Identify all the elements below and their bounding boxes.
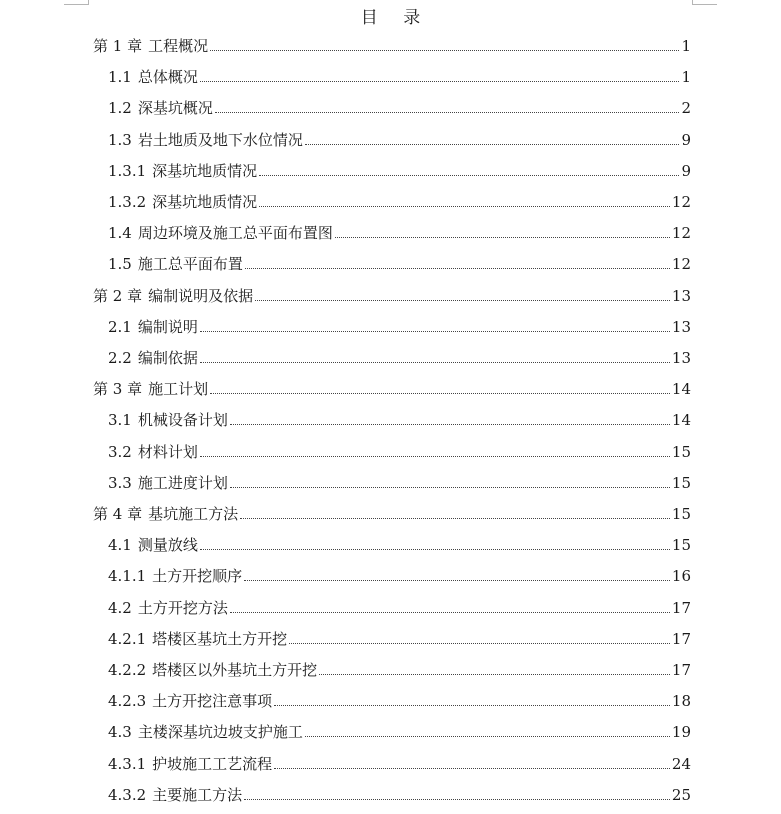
toc-entry-page-number: 16 xyxy=(671,567,691,586)
toc-dot-leader xyxy=(244,580,670,581)
toc-entry[interactable] xyxy=(93,32,691,56)
toc-entry[interactable] xyxy=(108,406,691,430)
toc-entry-number: 3.2 xyxy=(108,442,132,461)
toc-entry-title: 编制依据 xyxy=(137,349,198,367)
toc-entry-page-number: 14 xyxy=(671,411,691,430)
toc-dot-leader xyxy=(230,487,670,488)
toc-entry-title: 岩土地质及地下水位情况 xyxy=(137,130,303,149)
toc-entry-title: 周边环境及施工总平面布置图 xyxy=(137,224,333,243)
toc-entry[interactable] xyxy=(108,469,691,493)
toc-dot-leader xyxy=(210,50,679,51)
crop-mark-top-left xyxy=(64,0,89,5)
toc-dot-leader xyxy=(274,705,670,706)
toc-entry-title: 土方开挖注意事项 xyxy=(152,692,273,711)
toc-entry-page-number: 9 xyxy=(681,161,691,180)
toc-entry-number: 4.2.2 xyxy=(108,661,147,679)
toc-entry[interactable] xyxy=(108,625,691,649)
toc-entry-page-number: 2 xyxy=(681,99,691,118)
toc-entry[interactable] xyxy=(108,250,691,274)
toc-entry-number: 第 3 章 xyxy=(93,380,143,399)
toc-entry-number: 3.3 xyxy=(108,473,132,492)
toc-entry-page-number: 15 xyxy=(671,505,691,523)
toc-entry-page-number: 15 xyxy=(671,536,691,555)
toc-entry-page-number: 12 xyxy=(671,193,691,211)
toc-entry-title: 施工进度计划 xyxy=(137,473,228,492)
toc-entry-page-number: 17 xyxy=(671,598,691,617)
toc-entry-title: 编制说明及依据 xyxy=(148,286,254,305)
toc-entry[interactable] xyxy=(108,94,691,118)
toc-entry-number: 1.5 xyxy=(108,255,132,274)
toc-entry-number: 第 4 章 xyxy=(93,505,143,523)
toc-entry-number: 2.1 xyxy=(108,317,132,336)
toc-entry-number: 1.3.1 xyxy=(108,161,147,180)
toc-entry-title: 主楼深基坑边坡支护施工 xyxy=(137,723,303,742)
toc-entry[interactable] xyxy=(108,188,691,212)
toc-entry-number: 4.1.1 xyxy=(108,567,147,586)
toc-entry-page-number: 1 xyxy=(681,68,691,87)
toc-dot-leader xyxy=(244,799,670,800)
toc-entry-number: 2.2 xyxy=(108,349,132,367)
toc-entry-page-number: 12 xyxy=(671,224,691,243)
toc-dot-leader xyxy=(230,612,670,613)
toc-dot-leader xyxy=(319,674,670,675)
toc-entry-number: 4.3 xyxy=(108,723,132,742)
toc-dot-leader xyxy=(289,643,670,644)
toc-dot-leader xyxy=(200,456,670,457)
toc-entry[interactable] xyxy=(108,594,691,618)
toc-dot-leader xyxy=(200,81,680,82)
toc-dot-leader xyxy=(200,331,670,332)
toc-entry[interactable] xyxy=(108,781,691,805)
toc-entry[interactable] xyxy=(108,157,691,181)
toc-dot-leader xyxy=(215,112,680,113)
toc-entry-number: 1.3.2 xyxy=(108,193,147,211)
toc-entry-number: 4.2.1 xyxy=(108,629,147,648)
toc-entry-title: 土方开挖方法 xyxy=(137,598,228,617)
toc-dot-leader xyxy=(210,393,670,394)
toc-dot-leader xyxy=(230,424,670,425)
toc-entry-title: 总体概况 xyxy=(137,68,198,87)
toc-entry-page-number: 15 xyxy=(671,442,691,461)
toc-entry-title: 塔楼区基坑土方开挖 xyxy=(152,629,288,648)
toc-entry[interactable] xyxy=(108,562,691,586)
toc-entry-page-number: 15 xyxy=(671,473,691,492)
toc-entry-title: 主要施工方法 xyxy=(152,785,243,804)
toc-entry[interactable] xyxy=(93,375,691,399)
toc-entry-page-number: 14 xyxy=(671,380,691,399)
toc-dot-leader xyxy=(245,268,670,269)
toc-entry-number: 1.2 xyxy=(108,99,132,118)
toc-entry-title: 机械设备计划 xyxy=(137,411,228,430)
toc-entry-number: 第 1 章 xyxy=(93,37,143,55)
toc-dot-leader xyxy=(274,768,670,769)
toc-entry-page-number: 13 xyxy=(671,349,691,367)
crop-mark-top-right xyxy=(692,0,717,5)
toc-entry-title: 塔楼区以外基坑土方开挖 xyxy=(152,661,318,679)
toc-entry-title: 护坡施工工艺流程 xyxy=(152,754,273,773)
toc-entry-number: 1.3 xyxy=(108,130,132,149)
toc-dot-leader xyxy=(335,237,670,238)
toc-entry[interactable] xyxy=(108,656,691,680)
toc-dot-leader xyxy=(200,362,670,363)
toc-entry-title: 深基坑地质情况 xyxy=(152,161,258,180)
toc-entry-title: 深基坑概况 xyxy=(137,99,213,118)
toc-entry-page-number: 25 xyxy=(671,785,691,804)
toc-entry-title: 施工计划 xyxy=(148,380,209,399)
toc-entry-title: 工程概况 xyxy=(148,37,209,55)
toc-entry-number: 4.2.3 xyxy=(108,692,147,711)
toc-entry-title: 材料计划 xyxy=(137,442,198,461)
toc-entry[interactable] xyxy=(93,282,691,306)
toc-entry-title: 编制说明 xyxy=(137,317,198,336)
toc-entry-title: 土方开挖顺序 xyxy=(152,567,243,586)
toc-entry-number: 4.2 xyxy=(108,598,132,617)
toc-entry[interactable] xyxy=(108,750,691,774)
toc-entry-page-number: 12 xyxy=(671,255,691,274)
toc-entry-number: 4.3.2 xyxy=(108,785,147,804)
toc-entry-number: 4.3.1 xyxy=(108,754,147,773)
toc-entry-page-number: 18 xyxy=(671,692,691,711)
toc-entry-title: 测量放线 xyxy=(137,536,198,555)
toc-entry-number: 3.1 xyxy=(108,411,132,430)
toc-dot-leader xyxy=(259,206,670,207)
toc-entry[interactable] xyxy=(108,687,691,711)
toc-entry-number: 4.1 xyxy=(108,536,132,555)
toc-entry-page-number: 13 xyxy=(671,286,691,305)
toc-entry-page-number: 13 xyxy=(671,317,691,336)
toc-entry-page-number: 1 xyxy=(681,37,691,55)
toc-entry-number: 1.4 xyxy=(108,224,132,243)
toc-entry[interactable] xyxy=(108,718,691,742)
toc-entry-page-number: 19 xyxy=(671,723,691,742)
toc-dot-leader xyxy=(305,736,670,737)
toc-entry[interactable] xyxy=(108,531,691,555)
toc-dot-leader xyxy=(259,175,679,176)
toc-entry-title: 深基坑地质情况 xyxy=(152,193,258,211)
toc-entry[interactable] xyxy=(108,126,691,150)
toc-entry-title: 施工总平面布置 xyxy=(137,255,243,274)
toc-entry-number: 1.1 xyxy=(108,68,132,87)
toc-entry-page-number: 9 xyxy=(681,130,691,149)
toc-entry[interactable] xyxy=(108,344,691,368)
toc-entry-title: 基坑施工方法 xyxy=(148,505,239,523)
toc-entry[interactable] xyxy=(108,313,691,337)
toc-dot-leader xyxy=(240,518,670,519)
toc-entry[interactable] xyxy=(93,500,691,524)
toc-title: 目 录 xyxy=(360,8,431,28)
toc-dot-leader xyxy=(200,549,670,550)
toc-entry[interactable] xyxy=(108,438,691,462)
toc-entry[interactable] xyxy=(108,63,691,87)
toc-entry-page-number: 17 xyxy=(671,629,691,648)
toc-entry-page-number: 24 xyxy=(671,754,691,773)
toc-entry-number: 第 2 章 xyxy=(93,286,143,305)
toc-dot-leader xyxy=(255,300,670,301)
toc-entry[interactable] xyxy=(108,219,691,243)
toc-entry-page-number: 17 xyxy=(671,661,691,679)
toc-dot-leader xyxy=(305,144,680,145)
